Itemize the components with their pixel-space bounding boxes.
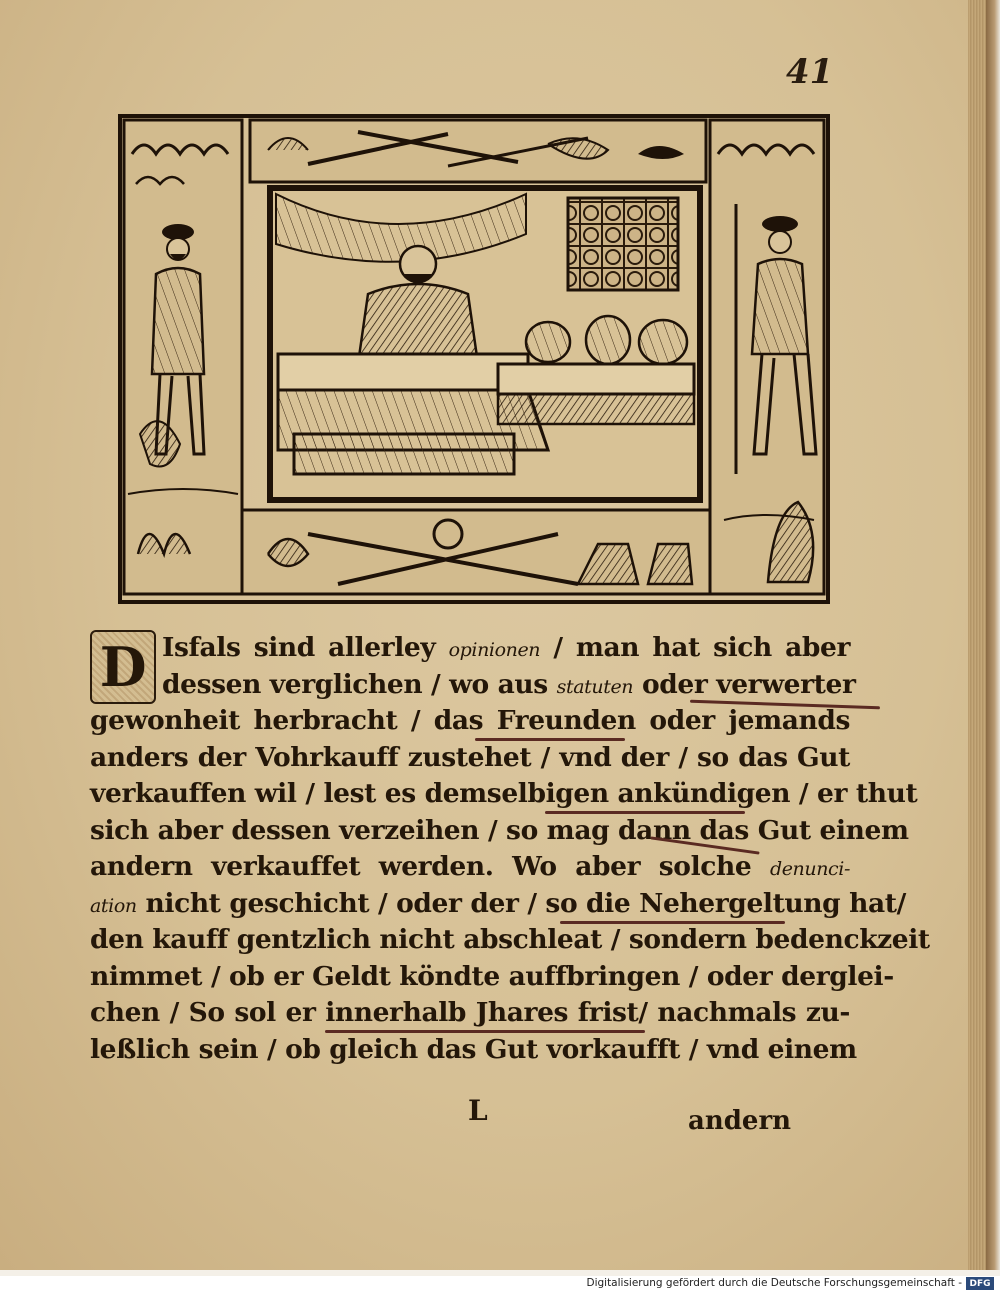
page-fore-edge bbox=[968, 0, 986, 1270]
text-line-7: andern verkauffet werden. Wo aber solche denunci- bbox=[90, 851, 850, 882]
annotation-underline bbox=[325, 1030, 645, 1033]
text-line-1: Isfals sind allerley opinionen / man hat sich aber bbox=[162, 632, 851, 663]
funding-note: Digitalisierung gefördert durch die Deutsche Forschungsgemeinschaft - bbox=[586, 1277, 962, 1289]
text-line-2: dessen verglichen / wo aus statuten oder verwerter bbox=[162, 668, 856, 700]
text-line-4: anders der Vohrkauff zustehet / vnd der / so das Gut bbox=[90, 741, 850, 773]
page-number: 41 bbox=[786, 52, 834, 92]
woodcut-illustration bbox=[118, 114, 830, 604]
text-line-3: gewonheit herbracht / das Freunden oder jemands bbox=[90, 705, 850, 736]
annotation-underline bbox=[475, 738, 625, 741]
text-line-5: verkauffen wil / lest es demselbigen ankündigen / er thut bbox=[90, 778, 918, 809]
dfg-logo: DFG bbox=[966, 1277, 994, 1290]
signature-mark: L bbox=[468, 1094, 488, 1127]
text-line-12: leßlich sein / ob gleich das Gut vorkaufft / vnd einem bbox=[90, 1033, 857, 1065]
page-fore-edge-shadow bbox=[986, 0, 1000, 1270]
top-band-weapons bbox=[250, 120, 706, 182]
decorated-initial: D bbox=[90, 630, 156, 704]
catchword: andern bbox=[688, 1106, 792, 1136]
bottom-band-armour bbox=[242, 510, 710, 594]
right-panel-soldier bbox=[710, 120, 824, 594]
central-scene-money-changer bbox=[270, 188, 700, 500]
text-line-10: nimmet / ob er Geldt köndte auffbringen / oder derglei- bbox=[90, 960, 894, 992]
annotation-underline bbox=[545, 811, 745, 814]
left-panel-nobleman bbox=[124, 120, 242, 594]
annotation-underline bbox=[560, 921, 785, 924]
body-text bbox=[90, 630, 930, 1068]
text-line-9: den kauff gentzlich nicht abschleat / sondern bedenckzeit bbox=[90, 924, 930, 955]
text-line-6: sich aber dessen verzeihen / so mag dann das Gut einem bbox=[90, 814, 909, 846]
text-line-8: ation nicht geschicht / oder der / so die Nehergeltung hat/ bbox=[90, 887, 906, 919]
text-line-11: chen / So sol er innerhalb Jhares frist/ nachmals zu- bbox=[90, 997, 850, 1028]
